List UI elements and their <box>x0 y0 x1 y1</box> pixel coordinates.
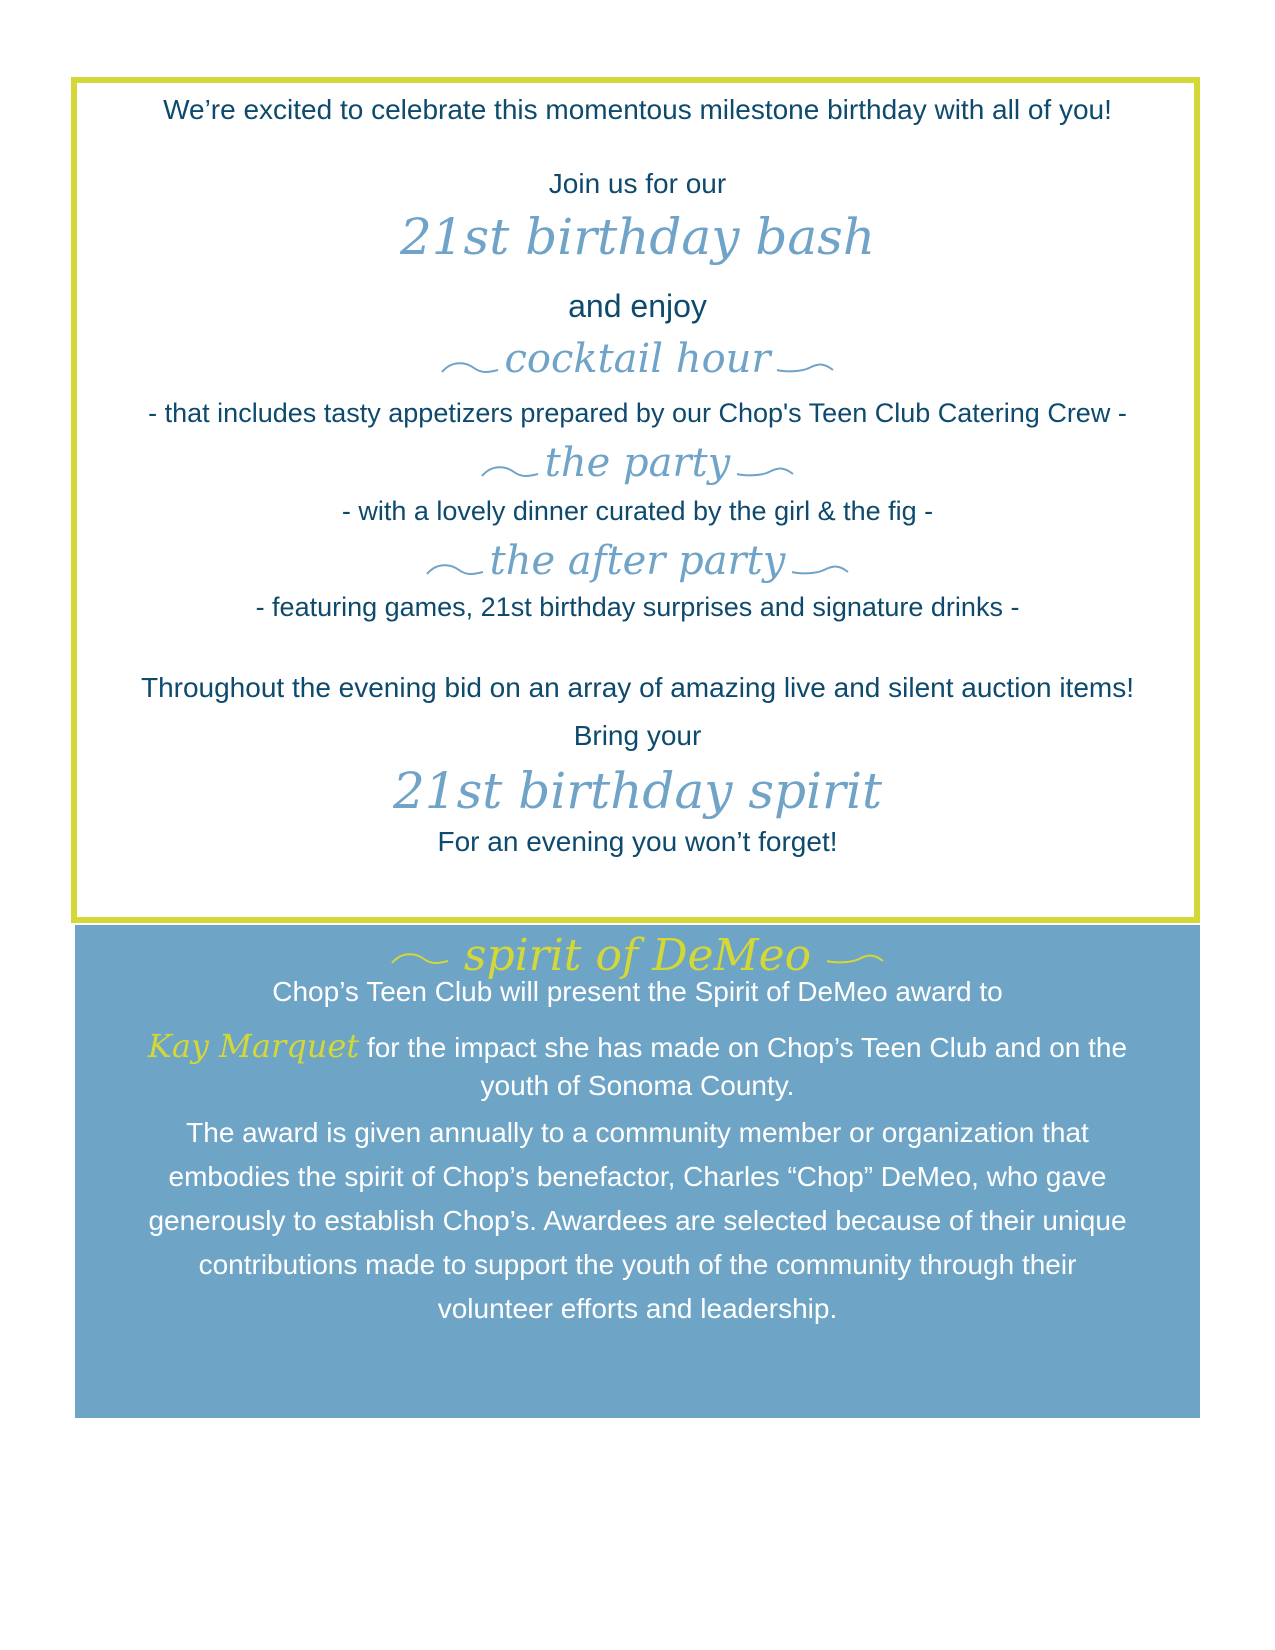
cocktail-heading: cocktail hour <box>0 336 1275 382</box>
after-party-heading: the after party <box>0 538 1275 584</box>
join-line: Join us for our <box>548 168 727 199</box>
party-description: - with a lovely dinner curated by the girl & the fig - <box>341 496 934 526</box>
party-heading: the party <box>0 440 1275 486</box>
cocktail-description: - that includes tasty appetizers prepared by our Chop's Teen Club Catering Crew - <box>148 398 1127 428</box>
intro-line: We’re excited to celebrate this momentous milestone birthday with all of you! <box>163 94 1112 125</box>
award-line-3: youth of Sonoma County. <box>480 1070 795 1101</box>
award-line-6: generously to establish Chop’s. Awardees are selected because of their unique <box>148 1205 1127 1236</box>
bash-heading: 21st birthday bash <box>399 208 876 266</box>
bring-line: Bring your <box>573 720 702 751</box>
award-line-2: Kay Marquet for the impact she has made on Chop’s Teen Club and on the <box>147 1027 1128 1065</box>
award-title: spirit of DeMeo <box>0 930 1275 981</box>
award-line-4: The award is given annually to a community member or organization that <box>186 1117 1089 1148</box>
enjoy-line: and enjoy <box>568 288 707 324</box>
award-line-7: contributions made to support the youth of the community through their <box>198 1249 1077 1280</box>
award-line-1: Chop’s Teen Club will present the Spirit of DeMeo award to <box>272 976 1003 1007</box>
auction-line: Throughout the evening bid on an array of amazing live and silent auction items! <box>140 672 1135 703</box>
forget-line: For an evening you won’t forget! <box>437 826 838 857</box>
after-party-description: - featuring games, 21st birthday surprises and signature drinks - <box>255 592 1020 622</box>
spirit-heading: 21st birthday spirit <box>392 762 883 820</box>
award-line-8: volunteer efforts and leadership. <box>437 1293 838 1324</box>
honoree-name: Kay Marquet <box>147 1027 360 1065</box>
award-line-5: embodies the spirit of Chop’s benefactor, Charles “Chop” DeMeo, who gave <box>168 1161 1107 1192</box>
